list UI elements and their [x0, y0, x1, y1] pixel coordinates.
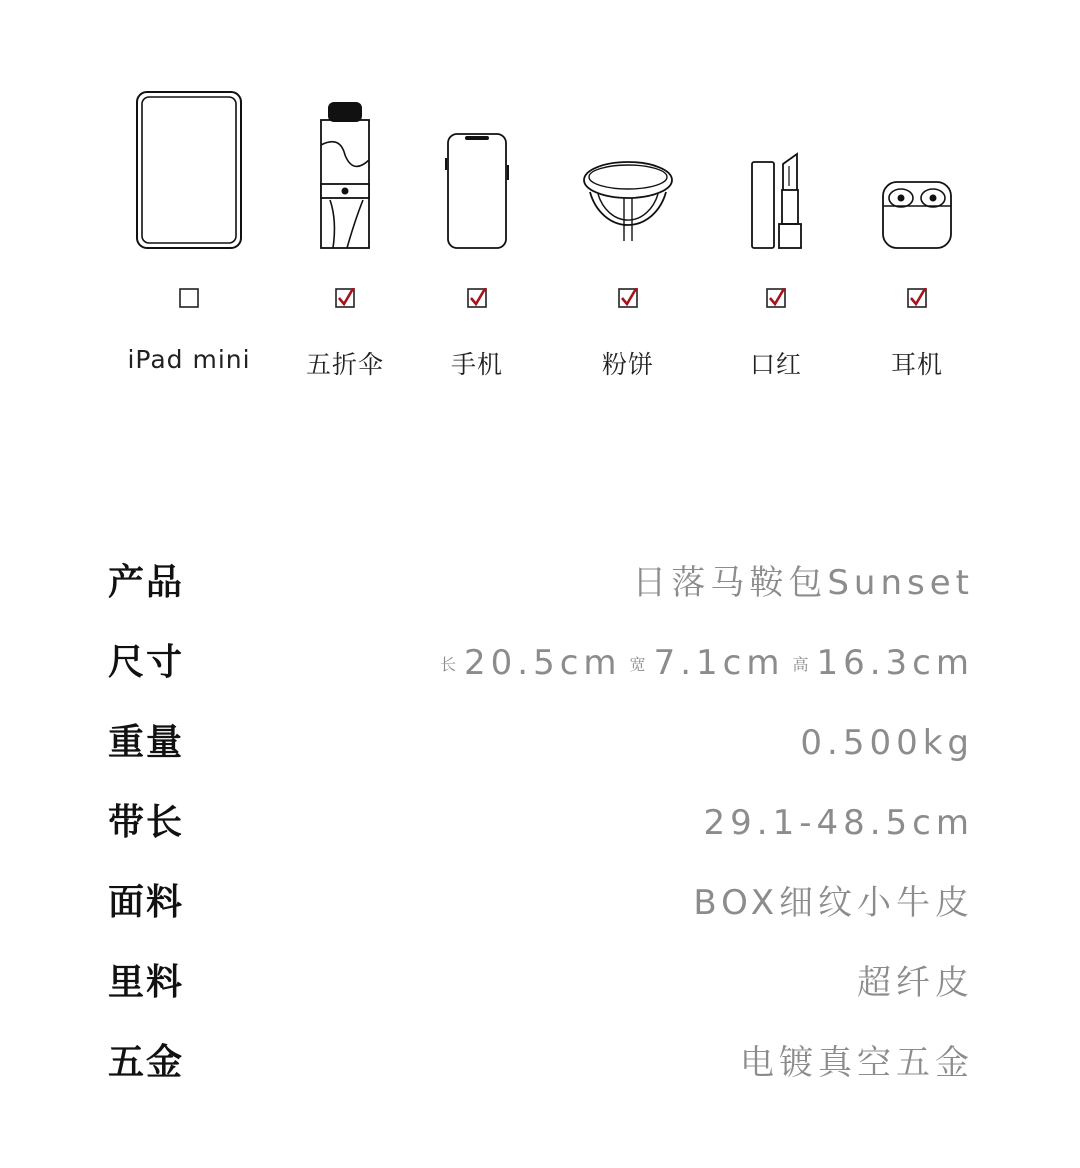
checkbox-umbrella[interactable]: [335, 288, 355, 308]
spec-value: 日落马鞍包Sunset: [632, 563, 974, 603]
height-label: 高: [792, 654, 809, 674]
spec-row-hardware: [108, 1038, 974, 1098]
width-value: 7.1cm: [653, 643, 785, 683]
spec-row-size: [108, 638, 974, 698]
checkbox-phone[interactable]: [467, 288, 487, 308]
spec-row-strap: [108, 798, 974, 858]
checkbox-ipad-mini[interactable]: [179, 288, 199, 308]
spec-key: 里料: [108, 962, 185, 1003]
checkbox-compact[interactable]: [618, 288, 638, 308]
spec-key: 面料: [108, 882, 185, 923]
item-label: 手机: [450, 350, 503, 379]
spec-key: 重量: [108, 722, 185, 763]
earbuds-icon: [817, 80, 1017, 260]
spec-value: BOX细纹小牛皮: [693, 883, 974, 923]
item-label: 口红: [749, 350, 802, 379]
item-label: 五折伞: [305, 350, 384, 379]
spec-value: 电镀真空五金: [740, 1043, 974, 1083]
spec-row-weight: [108, 718, 974, 778]
spec-key: 带长: [108, 802, 185, 843]
spec-row-material: [108, 878, 974, 938]
checkbox-lipstick[interactable]: [766, 288, 786, 308]
spec-key: 产品: [108, 562, 185, 603]
checkbox-earbuds[interactable]: [907, 288, 927, 308]
item-label: 耳机: [890, 350, 943, 379]
item-label: 粉饼: [601, 350, 654, 379]
spec-key: 五金: [108, 1042, 185, 1083]
spec-row-lining: [108, 958, 974, 1018]
length-label: 长: [440, 654, 457, 674]
spec-row-product: [108, 558, 974, 618]
length-value: 20.5cm: [464, 643, 622, 683]
item-label: iPad mini: [127, 345, 251, 374]
spec-value: 超纤皮: [857, 963, 974, 1003]
spec-value: [440, 638, 974, 690]
item-earbuds: [817, 80, 1017, 400]
width-label: 宽: [629, 654, 646, 674]
spec-key: 尺寸: [108, 642, 185, 683]
spec-value: 0.500kg: [800, 723, 974, 763]
spec-value: 29.1-48.5cm: [703, 803, 974, 843]
height-value: 16.3cm: [816, 643, 974, 683]
